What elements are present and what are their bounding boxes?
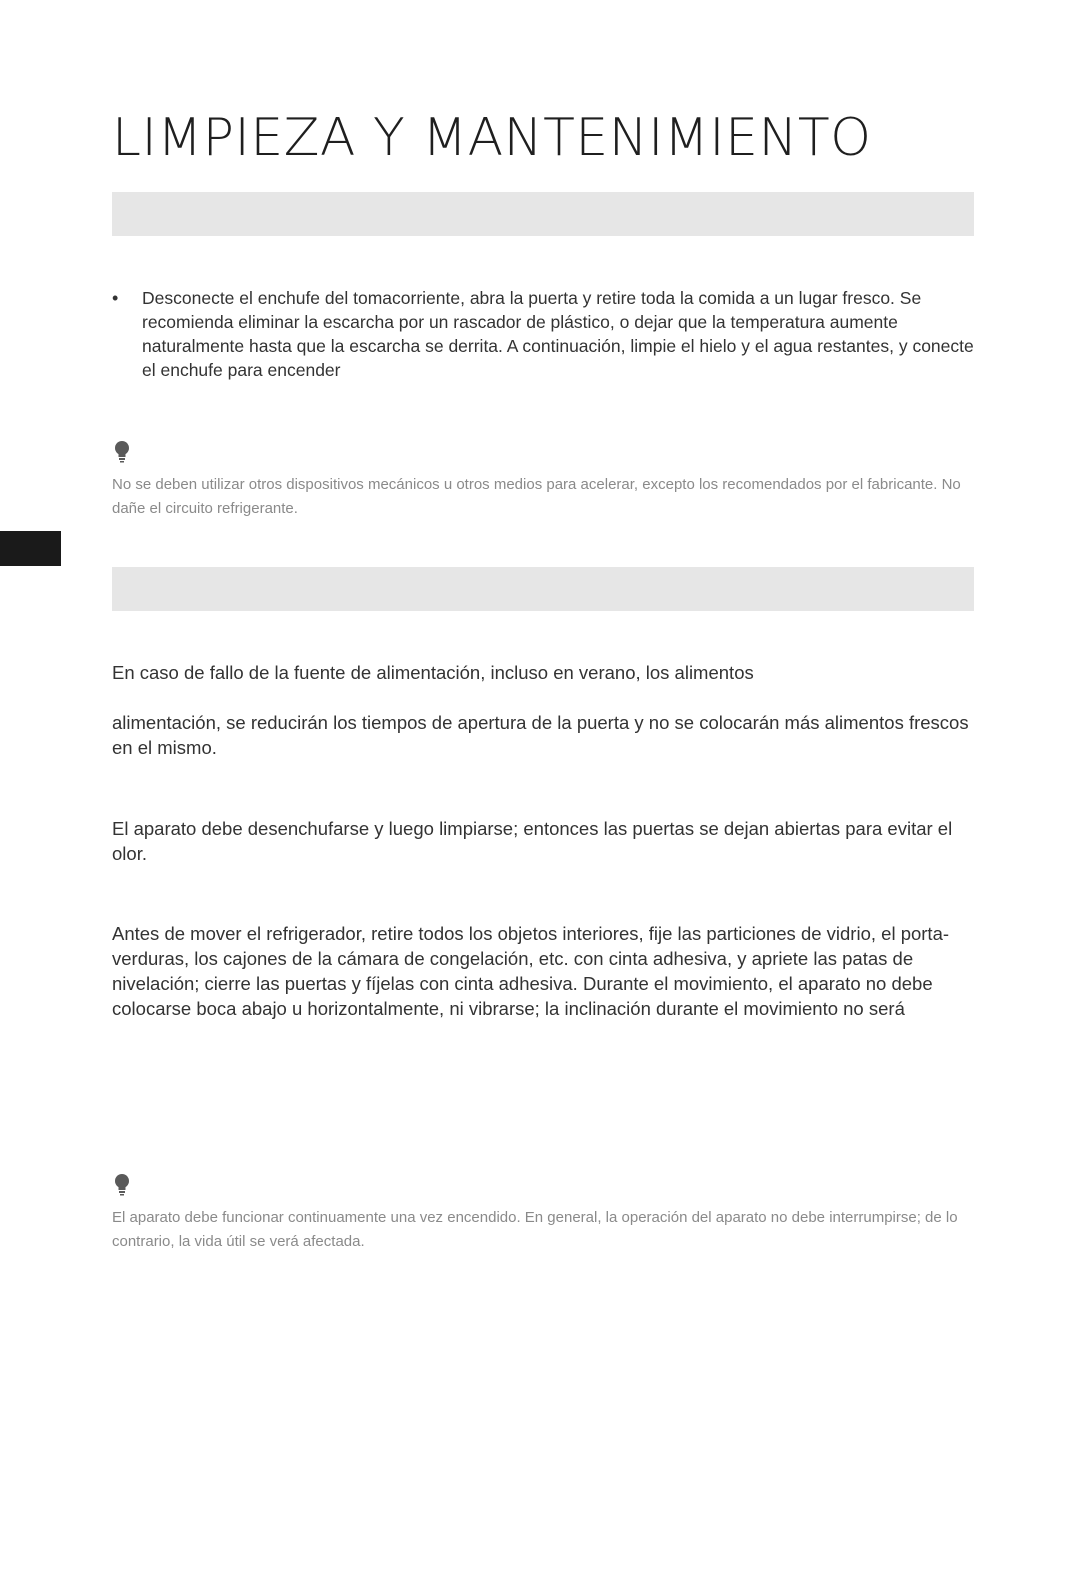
power-failure-paragraph-2: alimentación, se reducirán los tiempos de apertura de la puerta y no se colocarán más alimentos frescos en el mismo. (112, 712, 969, 758)
defrost-bullet-item (112, 286, 974, 382)
moving-paragraph: Antes de mover el refrigerador, retire todos los objetos interiores, fije las particiones de vidrio, el porta-verduras, los cajones de la cámara de congelación, etc. con cinta adhesiva, y apriete las patas de nivelación; cierre las puertas y fíjelas con cinta adhesiva. Durante el movimiento, el aparato no debe colocarse boca abajo u horizontalmente, ni vibrarse; la inclinación durante el movimiento no será (112, 923, 950, 1019)
note-continuous-operation: El aparato debe funcionar continuamente una vez encendido. En general, la operación del aparato no debe interrumpirse; de lo contrario, la vida útil se verá afectada. (112, 1209, 958, 1250)
unplug-paragraph: El aparato debe desenchufarse y luego limpiarse; entonces las puertas se dejan abiertas para evitar el olor. (112, 818, 953, 864)
lightbulb-icon (114, 1174, 130, 1196)
page-title: LIMPIEZA Y MANTENIMIENTO (112, 108, 872, 168)
side-tab-marker (0, 531, 61, 566)
bullet-marker: • (112, 288, 119, 308)
defrost-instructions: Desconecte el enchufe del tomacorriente, abra la puerta y retire toda la comida a un lugar fresco. Se recomienda eliminar la escarcha por un rascador de plástico, o dejar que la temperatura aumente naturalmente hasta que la escarcha se derrita. A continuación, limpie el hielo y el agua restantes, y conecte el enchufe para encender (142, 288, 974, 380)
section-header-bar-power (112, 567, 974, 611)
note-mechanical-devices: No se deben utilizar otros dispositivos mecánicos u otros medios para acelerar, excepto los recomendados por el fabricante. No dañe el circuito refrigerante. (112, 476, 961, 517)
power-failure-paragraph-1: En caso de fallo de la fuente de alimentación, incluso en verano, los alimentos (112, 662, 754, 683)
section-header-bar-defrost (112, 192, 974, 236)
lightbulb-icon (114, 441, 130, 463)
